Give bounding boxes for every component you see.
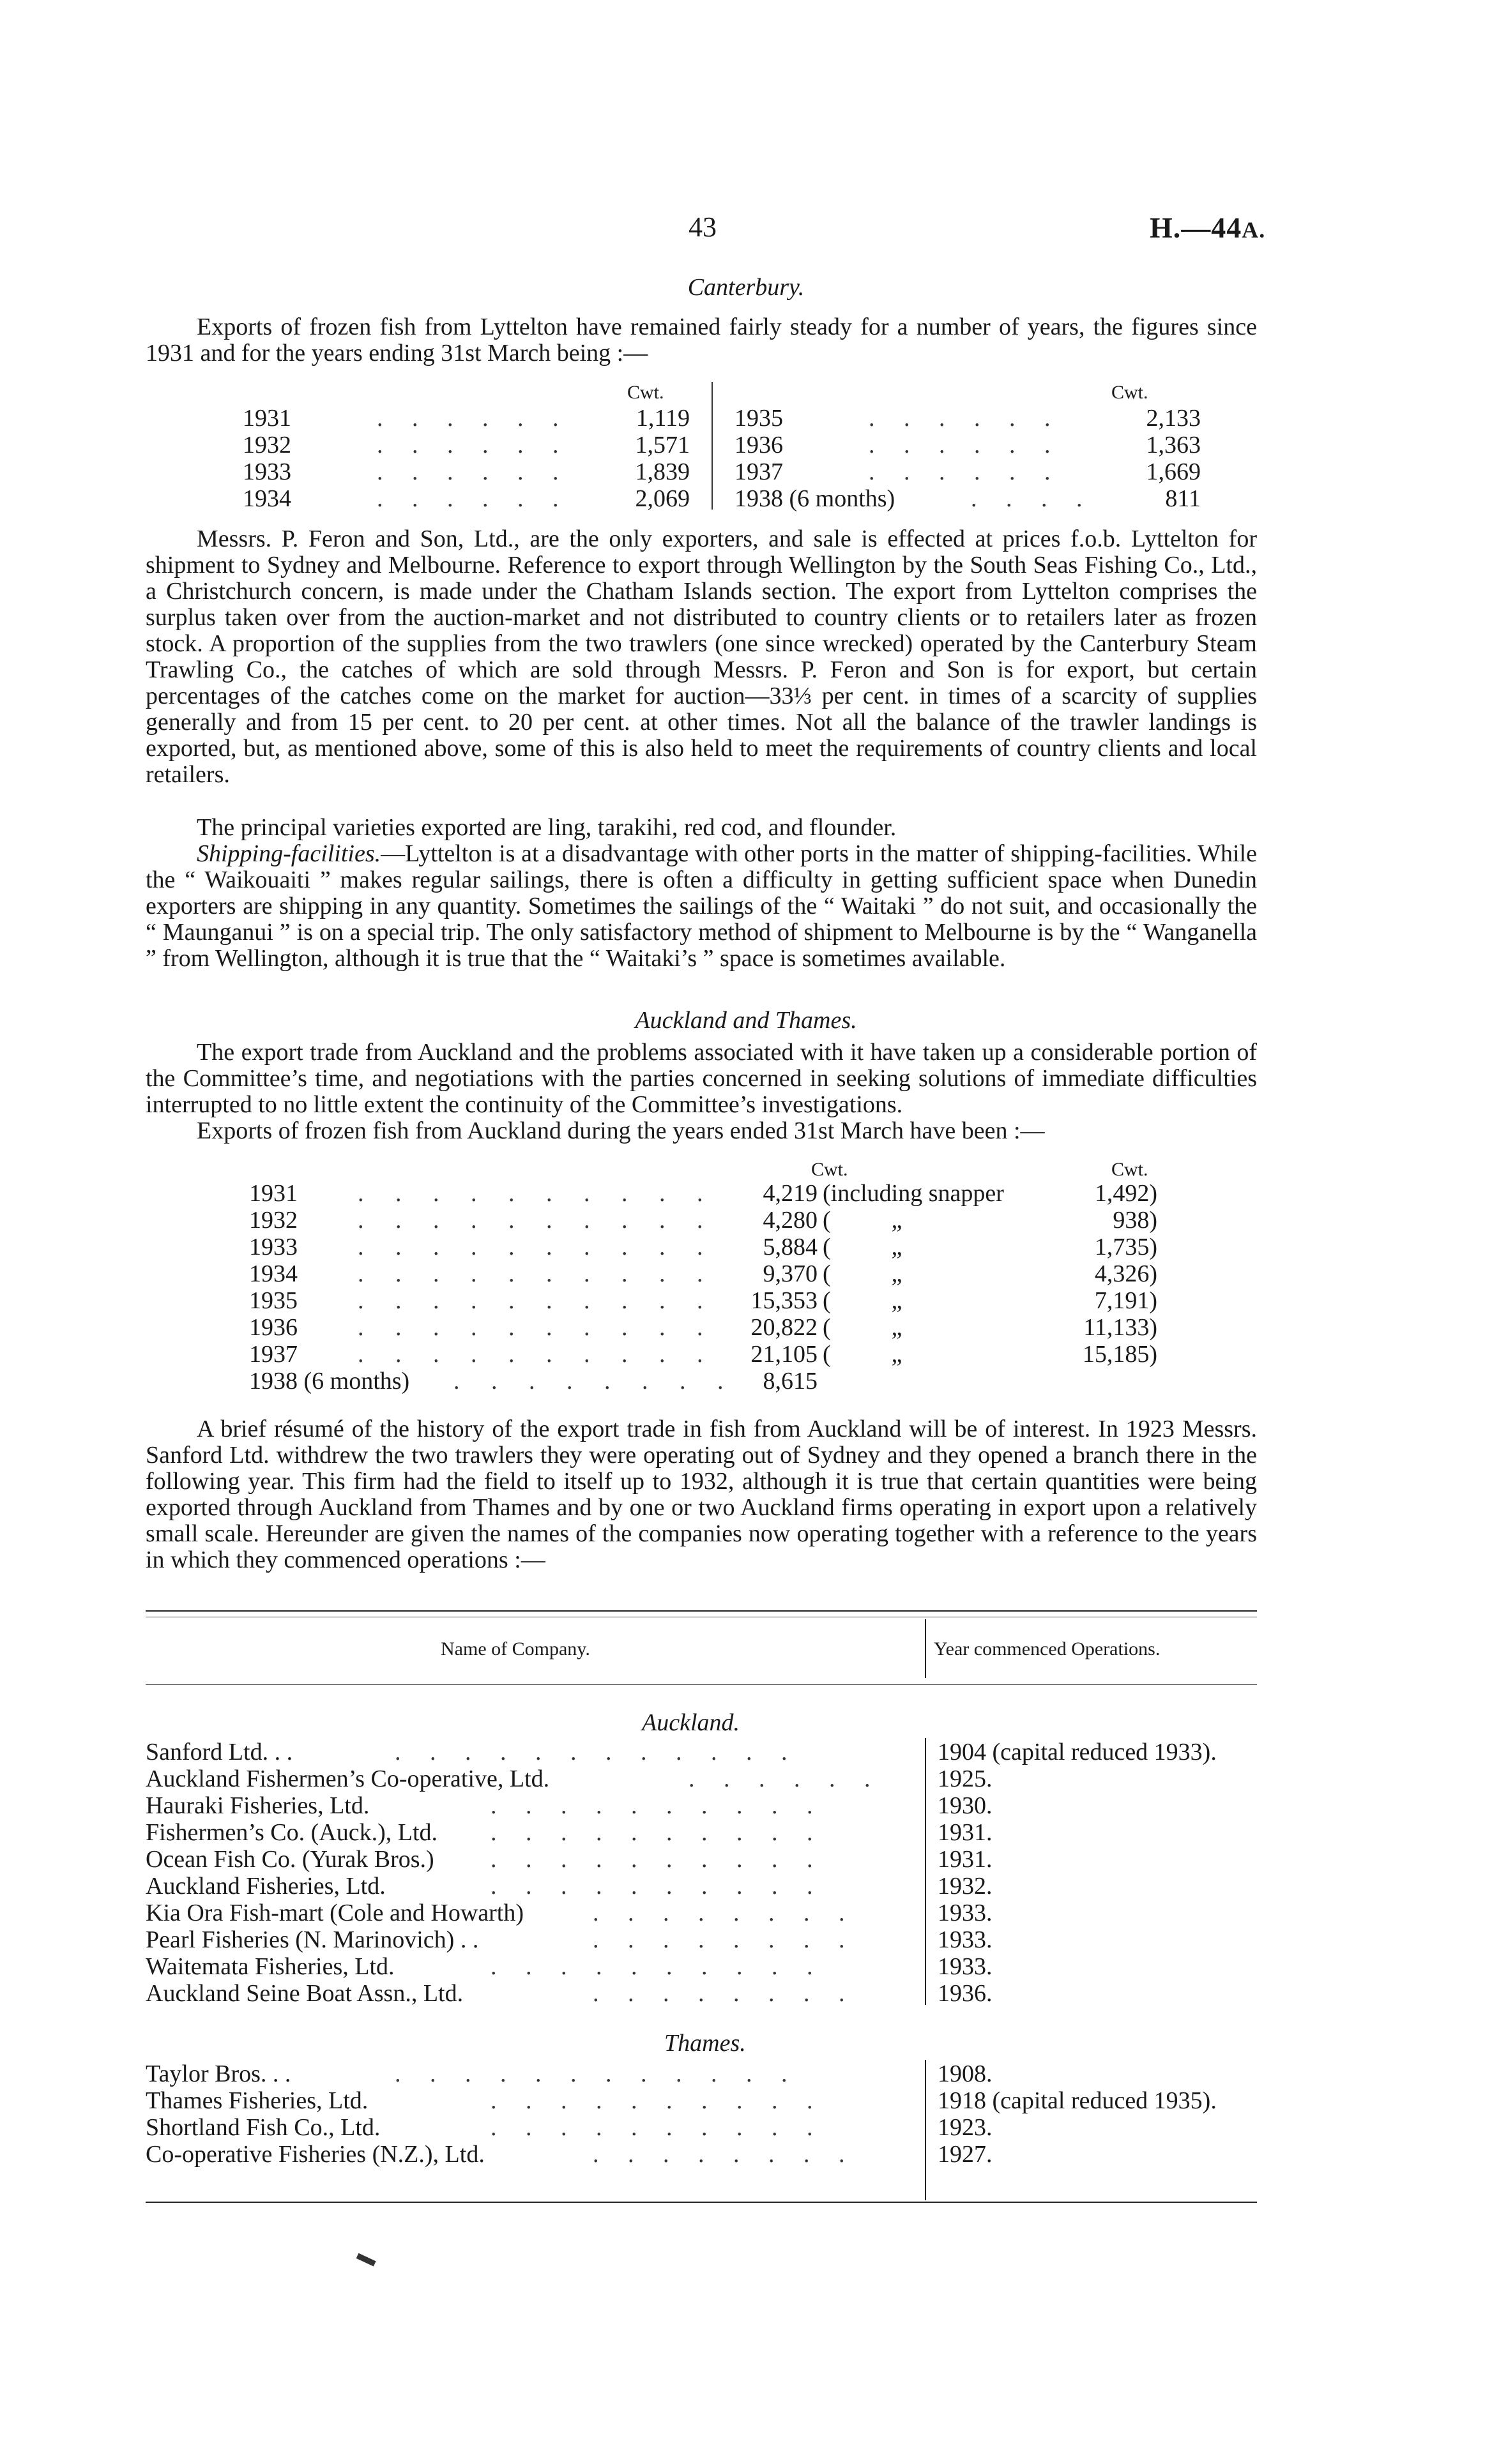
canterbury-row: [243, 458, 709, 485]
table-top-rule: [146, 1610, 1257, 1612]
snapper-note: ( „: [823, 1341, 902, 1368]
snapper-value: 11,133): [1083, 1314, 1157, 1341]
year: 1937: [249, 1341, 298, 1368]
table-bottom-rule: [146, 2202, 1257, 2203]
leader-dots: . . . . . . . .: [593, 1926, 856, 1953]
canterbury-row: [243, 485, 709, 511]
total-value: 9,370: [763, 1260, 818, 1287]
value: 1,839: [635, 458, 690, 485]
auckland-column-divider: [925, 1738, 926, 2005]
auckland-unit-total: Cwt.: [811, 1159, 848, 1180]
company-year: 1927.: [938, 2141, 993, 2168]
auckland-unit-snapper: Cwt.: [1111, 1159, 1148, 1180]
total-value: 5,884: [763, 1234, 818, 1260]
company-year: 1931.: [938, 1819, 993, 1846]
leader-dots: . . . .: [971, 485, 1094, 512]
leader-dots: . . . . . .: [869, 458, 1062, 485]
document-code: [1150, 211, 1265, 245]
leader-dots: . . . . . . . . . .: [358, 1207, 716, 1234]
shipping-facilities-text: —Lyttelton is at a disadvantage with other ports in the matter of shipping-facilities. While the “ Waikouaiti ” makes regular sailings, there is often a difficulty in getting sufficient space when Dunedin exporters are shipping in any quantity. Sometimes the sailings of the “ Waitaki ” do not suit, and occasionally the “ Maunganui ” is on a special trip. The only satisfactory method of shipment to Melbourne is by the “ Wanganella ” from Wellington, although it is true that the “ Waitaki’s ” space is sometimes available.: [146, 840, 1257, 972]
canterbury-row: [735, 458, 1220, 485]
leader-dots: . . . . . .: [377, 485, 570, 512]
leader-dots: . . . . . . . . . .: [358, 1260, 716, 1287]
company-year: 1923.: [938, 2114, 993, 2141]
canterbury-paragraph-1: Messrs. P. Feron and Son, Ltd., are the only exporters, and sale is effected at prices f.o.b. Lyttelton for shipment to Sydney and Melbourne. Reference to export through Wellington by the South Seas Fishing Co., Ltd., a Christchurch concern, is made under the Chatham Islands section. The export from Lyttelton comprises the surplus taken over from the auction-market and not distributed to country clients or to retailers later as frozen stock. A proportion of the supplies from the two trawlers (one since wrecked) operated by the Canterbury Steam Trawling Co., the catches of which are sold through Messrs. P. Feron and Son is for export, but certain percentages of the catches come on the market for auction—33⅓ per cent. in times of a scarcity of supplies generally and from 15 per cent. to 20 per cent. at other times. Not all the balance of the trawler landings is exported, but, as mentioned above, some of this is also held to meet the requirements of country clients and local retailers.: [146, 525, 1257, 788]
value: 811: [1165, 485, 1201, 512]
leader-dots: . . . . . . . . . .: [491, 2114, 825, 2141]
company-name: Ocean Fish Co. (Yurak Bros.): [146, 1846, 434, 1873]
auckland-paragraph-3: A brief résumé of the history of the export trade in fish from Auckland will be of interest. In 1923 Messrs. Sanford Ltd. withdrew the two trawlers they were operating out of Sydney and they opened a branch there in the following year. This firm had the field to itself up to 1932, although it is true that certain quantities were being exported through Auckland from Thames and by one or two Auckland firms operating in export upon a relatively small scale. Hereunder are given the names of the companies now operating together with a reference to the years in which they commenced operations :—: [146, 1416, 1257, 1573]
company-year: 1918 (capital reduced 1935).: [938, 2087, 1217, 2114]
snapper-value: 15,185): [1082, 1341, 1157, 1368]
canterbury-row: [735, 431, 1220, 458]
leader-dots: . . . . . . . .: [453, 1368, 736, 1395]
year: 1938 (6 months): [735, 485, 895, 512]
column-header-year: Year commenced Operations.: [934, 1638, 1161, 1659]
shipping-facilities-label: Shipping-facilities.: [197, 840, 381, 867]
stray-mark: ▬: [354, 2243, 381, 2271]
year: 1936: [249, 1314, 298, 1341]
leader-dots: . . . . . . . .: [593, 2141, 856, 2168]
total-value: 4,219: [763, 1180, 818, 1207]
leader-dots: . . . . . .: [869, 432, 1062, 458]
company-year: 1931.: [938, 1846, 993, 1873]
snapper-value: 1,735): [1094, 1234, 1157, 1260]
snapper-note: ( „: [823, 1314, 902, 1341]
company-name: Waitemata Fisheries, Ltd.: [146, 1953, 395, 1980]
total-value: 20,822: [750, 1314, 818, 1341]
thames-section-heading: Thames.: [664, 2030, 746, 2057]
company-name: Pearl Fisheries (N. Marinovich) . .: [146, 1926, 479, 1953]
year: 1931: [249, 1180, 298, 1207]
leader-dots: . . . . . . . . . .: [358, 1314, 716, 1341]
company-year: 1936.: [938, 1980, 993, 2007]
snapper-value: 4,326): [1094, 1260, 1157, 1287]
leader-dots: . . . . . . . . . . . .: [395, 2060, 799, 2087]
value: 1,669: [1146, 458, 1201, 485]
leader-dots: . . . . . .: [869, 405, 1062, 432]
canterbury-unit-right: Cwt.: [1111, 382, 1148, 403]
leader-dots: . . . . . .: [689, 1765, 882, 1792]
company-name: Auckland Fisheries, Ltd.: [146, 1873, 386, 1900]
leader-dots: . . . . . . . . . .: [491, 1873, 825, 1900]
leader-dots: . . . . . . . . . .: [358, 1287, 716, 1314]
total-value: 15,353: [750, 1287, 818, 1314]
year: 1938 (6 months): [249, 1368, 410, 1395]
company-year: 1933.: [938, 1953, 993, 1980]
value: 1,363: [1146, 432, 1201, 458]
leader-dots: . . . . . . . . . .: [491, 1953, 825, 1980]
snapper-note: ( „: [823, 1207, 902, 1234]
page-number: 43: [689, 211, 717, 243]
leader-dots: . . . . . . . .: [593, 1980, 856, 2007]
leader-dots: . . . . . . . . . . . .: [395, 1739, 799, 1765]
auckland-paragraph-1: The export trade from Auckland and the problems associated with it have taken up a considerable portion of the Committee’s time, and negotiations with the parties concerned in seeking solutions of immediate difficulties interrupted to no little extent the continuity of the Committee’s investigations.: [146, 1039, 1257, 1118]
column-header-company: Name of Company.: [441, 1638, 590, 1659]
year: 1931: [243, 405, 291, 432]
thames-column-divider: [925, 2060, 926, 2200]
shipping-facilities-paragraph: [146, 841, 1257, 972]
header-column-divider: [925, 1619, 926, 1678]
value: 1,571: [635, 432, 690, 458]
value: 2,069: [635, 485, 690, 512]
leader-dots: . . . . . .: [377, 432, 570, 458]
canterbury-unit-left: Cwt.: [627, 382, 664, 403]
company-name: Auckland Seine Boat Assn., Ltd.: [146, 1980, 464, 2007]
company-year: 1925.: [938, 1765, 993, 1792]
canterbury-paragraph-2: The principal varieties exported are ling, tarakihi, red cod, and flounder.: [197, 814, 897, 841]
canterbury-row: [243, 404, 709, 431]
year: 1932: [243, 432, 291, 458]
leader-dots: . . . . . .: [377, 405, 570, 432]
snapper-note: ( „: [823, 1234, 902, 1260]
canterbury-column-divider: [712, 382, 713, 510]
company-year: 1933.: [938, 1926, 993, 1953]
company-year: 1904 (capital reduced 1933).: [938, 1739, 1217, 1765]
company-year: 1908.: [938, 2060, 993, 2087]
snapper-value: 1,492): [1094, 1180, 1157, 1207]
company-name: Fishermen’s Co. (Auck.), Ltd.: [146, 1819, 438, 1846]
canterbury-intro: Exports of frozen fish from Lyttelton have remained fairly steady for a number of years, the figures since 1931 and for the years ending 31st March being :—: [146, 314, 1257, 367]
year: 1933: [243, 458, 291, 485]
company-name: Thames Fisheries, Ltd.: [146, 2087, 369, 2114]
leader-dots: . . . . . . . . . .: [358, 1180, 716, 1207]
document-code-main: H.—44: [1150, 211, 1242, 244]
value: 1,119: [636, 405, 690, 432]
document-code-suffix: A.: [1242, 217, 1266, 243]
header-bottom-rule: [146, 1684, 1257, 1685]
total-value: 4,280: [763, 1207, 818, 1234]
value: 2,133: [1146, 405, 1201, 432]
leader-dots: . . . . . .: [377, 458, 570, 485]
company-name: Kia Ora Fish-mart (Cole and Howarth): [146, 1900, 524, 1926]
year: 1932: [249, 1207, 298, 1234]
company-name: Sanford Ltd. . .: [146, 1739, 293, 1765]
snapper-value: 938): [1113, 1207, 1157, 1234]
auckland-paragraph-2: Exports of frozen fish from Auckland during the years ended 31st March have been :—: [197, 1117, 1045, 1144]
snapper-note: (including snapper: [823, 1180, 1004, 1207]
auckland-section-heading: Auckland.: [642, 1709, 740, 1736]
leader-dots: . . . . . . . . . .: [491, 1792, 825, 1819]
canterbury-heading: Canterbury.: [687, 274, 805, 301]
company-name: Co-operative Fisheries (N.Z.), Ltd.: [146, 2141, 485, 2168]
leader-dots: . . . . . . . . . .: [358, 1341, 716, 1368]
company-name: Auckland Fishermen’s Co-operative, Ltd.: [146, 1765, 550, 1792]
company-name: Hauraki Fisheries, Ltd.: [146, 1792, 370, 1819]
leader-dots: . . . . . . . . . .: [358, 1234, 716, 1260]
canterbury-row: [735, 404, 1220, 431]
year: 1934: [243, 485, 291, 512]
snapper-note: ( „: [823, 1260, 902, 1287]
total-value: 21,105: [750, 1341, 818, 1368]
leader-dots: . . . . . . . . . .: [491, 1846, 825, 1873]
company-year: 1933.: [938, 1900, 993, 1926]
company-year: 1930.: [938, 1792, 993, 1819]
company-name: Shortland Fish Co., Ltd.: [146, 2114, 381, 2141]
canterbury-row: [243, 431, 709, 458]
leader-dots: . . . . . . . . . .: [491, 1819, 825, 1846]
canterbury-row: [735, 485, 1220, 511]
year: 1937: [735, 458, 783, 485]
company-year: 1932.: [938, 1873, 993, 1900]
year: 1934: [249, 1260, 298, 1287]
total-value: 8,615: [763, 1368, 818, 1395]
leader-dots: . . . . . . . . . .: [491, 2087, 825, 2114]
year: 1933: [249, 1234, 298, 1260]
year: 1935: [249, 1287, 298, 1314]
auckland-thames-heading: Auckland and Thames.: [635, 1007, 857, 1034]
snapper-value: 7,191): [1094, 1287, 1157, 1314]
company-name: Taylor Bros. . .: [146, 2060, 291, 2087]
year: 1935: [735, 405, 783, 432]
year: 1936: [735, 432, 783, 458]
leader-dots: . . . . . . . .: [593, 1900, 856, 1926]
snapper-note: ( „: [823, 1287, 902, 1314]
